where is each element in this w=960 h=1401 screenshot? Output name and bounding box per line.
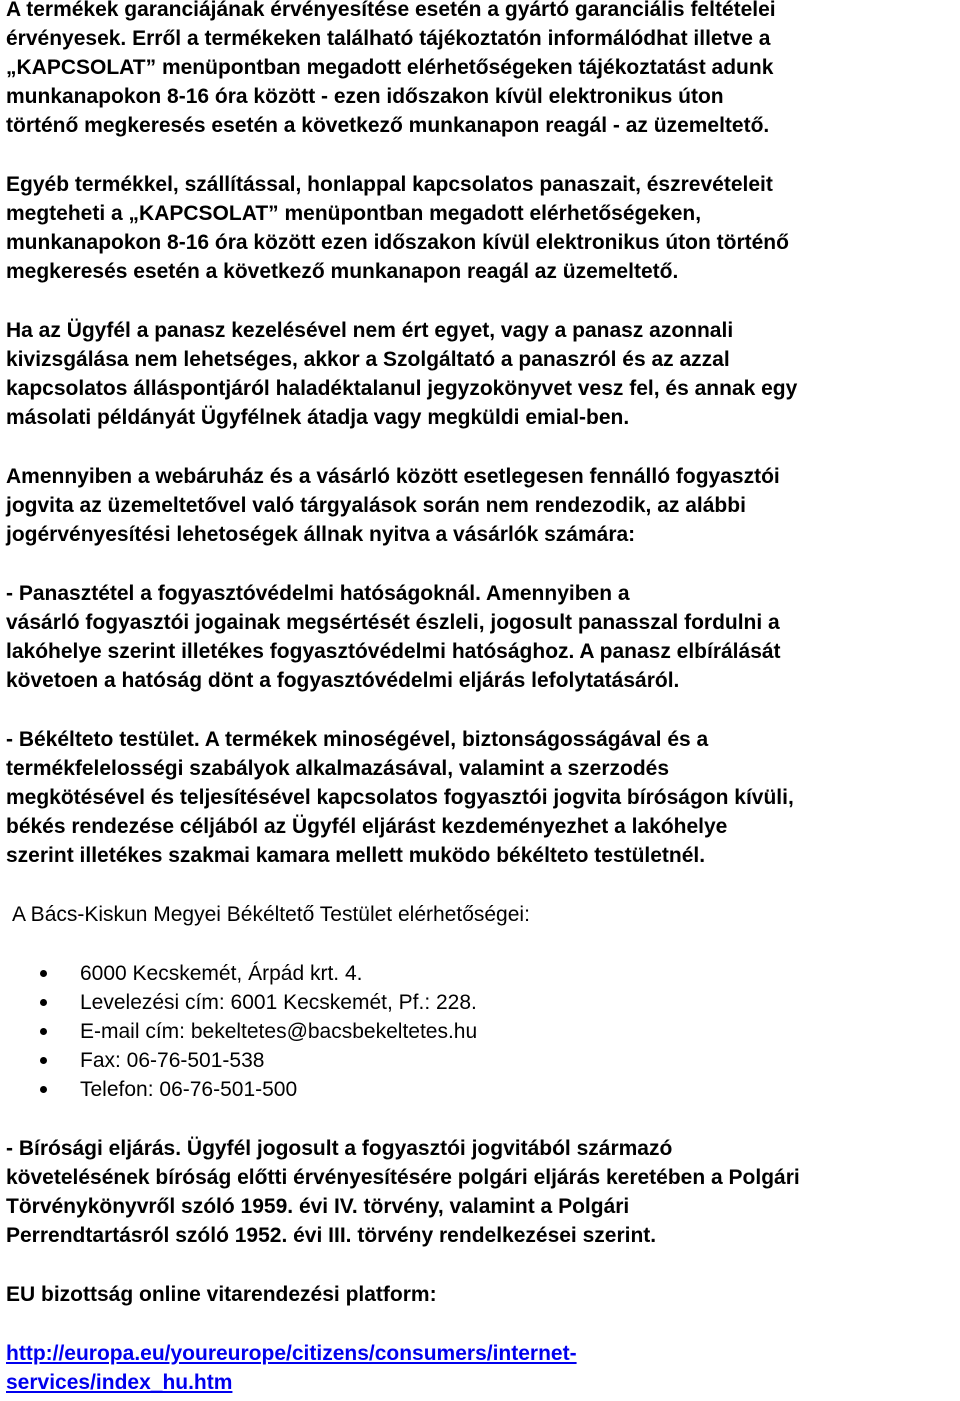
contact-list-item: Levelezési cím: 6001 Kecskemét, Pf.: 228.: [80, 991, 477, 1014]
paragraph-consumer-authority-line: vásárló fogyasztói jogainak megsértését észleli, jogosult panasszal fordulni a: [6, 611, 780, 634]
contact-list-item: Telefon: 06-76-501-500: [80, 1078, 298, 1101]
bullet-icon: [40, 970, 47, 977]
bullet-icon: [40, 1086, 47, 1093]
paragraph-dispute-options-line: jogérvényesítési lehetoségek állnak nyitva a vásárlók számára:: [6, 523, 636, 546]
paragraph-dispute-options-line: Amennyiben a webáruház és a vásárló között esetlegesen fennálló fogyasztói: [6, 465, 780, 488]
bullet-icon: [40, 1057, 47, 1064]
paragraph-disagreement-line: kivizsgálása nem lehetséges, akkor a Szolgáltató a panaszról és az azzal: [6, 348, 730, 371]
eu-platform-heading: EU bizottság online vitarendezési platform:: [6, 1283, 437, 1306]
contact-list-item: E-mail cím: bekeltetes@bacsbekeltetes.hu: [80, 1020, 478, 1043]
paragraph-warranty-line: munkanapokon 8-16 óra között - ezen időszakon kívül elektronikus úton: [6, 85, 724, 108]
paragraph-disagreement-line: másolati példányát Ügyfélnek átadja vagy megküldi emial-ben.: [6, 406, 630, 429]
paragraph-arbitration-board-line: - Békélteto testület. A termékek minoségével, biztonságosságával és a: [6, 728, 709, 751]
paragraph-court-procedure-line: Törvénykönyvről szóló 1959. évi IV. törvény, valamint a Polgári: [6, 1195, 630, 1218]
paragraph-arbitration-board-line: termékfelelosségi szabályok alkalmazásával, valamint a szerzodés: [6, 757, 670, 780]
paragraph-disagreement-line: kapcsolatos álláspontjáról haladéktalanul jegyzokönyvet vesz fel, és annak egy: [6, 377, 798, 400]
paragraph-other-complaints-line: munkanapokon 8-16 óra között ezen időszakon kívül elektronikus úton történő: [6, 231, 789, 254]
paragraph-consumer-authority-line: követoen a hatóság dönt a fogyasztóvédelmi eljárás lefolytatásáról.: [6, 669, 680, 692]
contact-list-item: Fax: 06-76-501-538: [80, 1049, 265, 1072]
paragraph-warranty-line: „KAPCSOLAT” menüpontban megadott elérhetőségeken tájékoztatást adunk: [6, 56, 774, 79]
paragraph-arbitration-board-line: békés rendezése céljából az Ügyfél eljárást kezdeményezhet a lakóhelye: [6, 815, 728, 838]
paragraph-warranty-line: érvényesek. Erről a termékeken található tájékoztatón informálódhat illetve a: [6, 27, 771, 50]
paragraph-other-complaints-line: megkeresés esetén a következő munkanapon reagál az üzemeltető.: [6, 260, 679, 283]
paragraph-court-procedure-line: Perrendtartásról szóló 1952. évi III. törvény rendelkezései szerint.: [6, 1224, 657, 1247]
paragraph-other-complaints-line: megteheti a „KAPCSOLAT” menüpontban megadott elérhetőségeken,: [6, 202, 702, 225]
bullet-icon: [40, 1028, 47, 1035]
eu-platform-link[interactable]: services/index_hu.htm: [6, 1371, 233, 1394]
paragraph-consumer-authority-line: lakóhelye szerint illetékes fogyasztóvédelmi hatósághoz. A panasz elbírálását: [6, 640, 781, 663]
eu-platform-link[interactable]: http://europa.eu/youreurope/citizens/consumers/internet-: [6, 1342, 577, 1365]
bullet-icon: [40, 999, 47, 1006]
paragraph-arbitration-board-line: megkötésével és teljesítésével kapcsolatos fogyasztói jogvita bíróságon kívüli,: [6, 786, 794, 809]
paragraph-arbitration-board-line: szerint illetékes szakmai kamara mellett muködo békélteto testületnél.: [6, 844, 706, 867]
paragraph-disagreement-line: Ha az Ügyfél a panasz kezelésével nem ért egyet, vagy a panasz azonnali: [6, 319, 734, 342]
paragraph-other-complaints-line: Egyéb termékkel, szállítással, honlappal kapcsolatos panaszait, észrevételeit: [6, 173, 773, 196]
paragraph-court-procedure-line: - Bírósági eljárás. Ügyfél jogosult a fogyasztói jogvitából származó: [6, 1137, 673, 1160]
paragraph-warranty-line: történő megkeresés esetén a következő munkanapon reagál - az üzemeltető.: [6, 114, 770, 137]
paragraph-consumer-authority-line: - Panasztétel a fogyasztóvédelmi hatóságoknál. Amennyiben a: [6, 582, 630, 605]
contact-list-item: 6000 Kecskemét, Árpád krt. 4.: [80, 962, 363, 985]
paragraph-dispute-options-line: jogvita az üzemeltetővel való tárgyalások során nem rendezodik, az alábbi: [6, 494, 746, 517]
paragraph-warranty-line: A termékek garanciájának érvényesítése esetén a gyártó garanciális feltételei: [6, 0, 776, 21]
contact-heading: A Bács-Kiskun Megyei Békéltető Testület elérhetőségei:: [12, 903, 530, 926]
paragraph-court-procedure-line: követelésének bíróság előtti érvényesítésére polgári eljárás keretében a Polgári: [6, 1166, 800, 1189]
